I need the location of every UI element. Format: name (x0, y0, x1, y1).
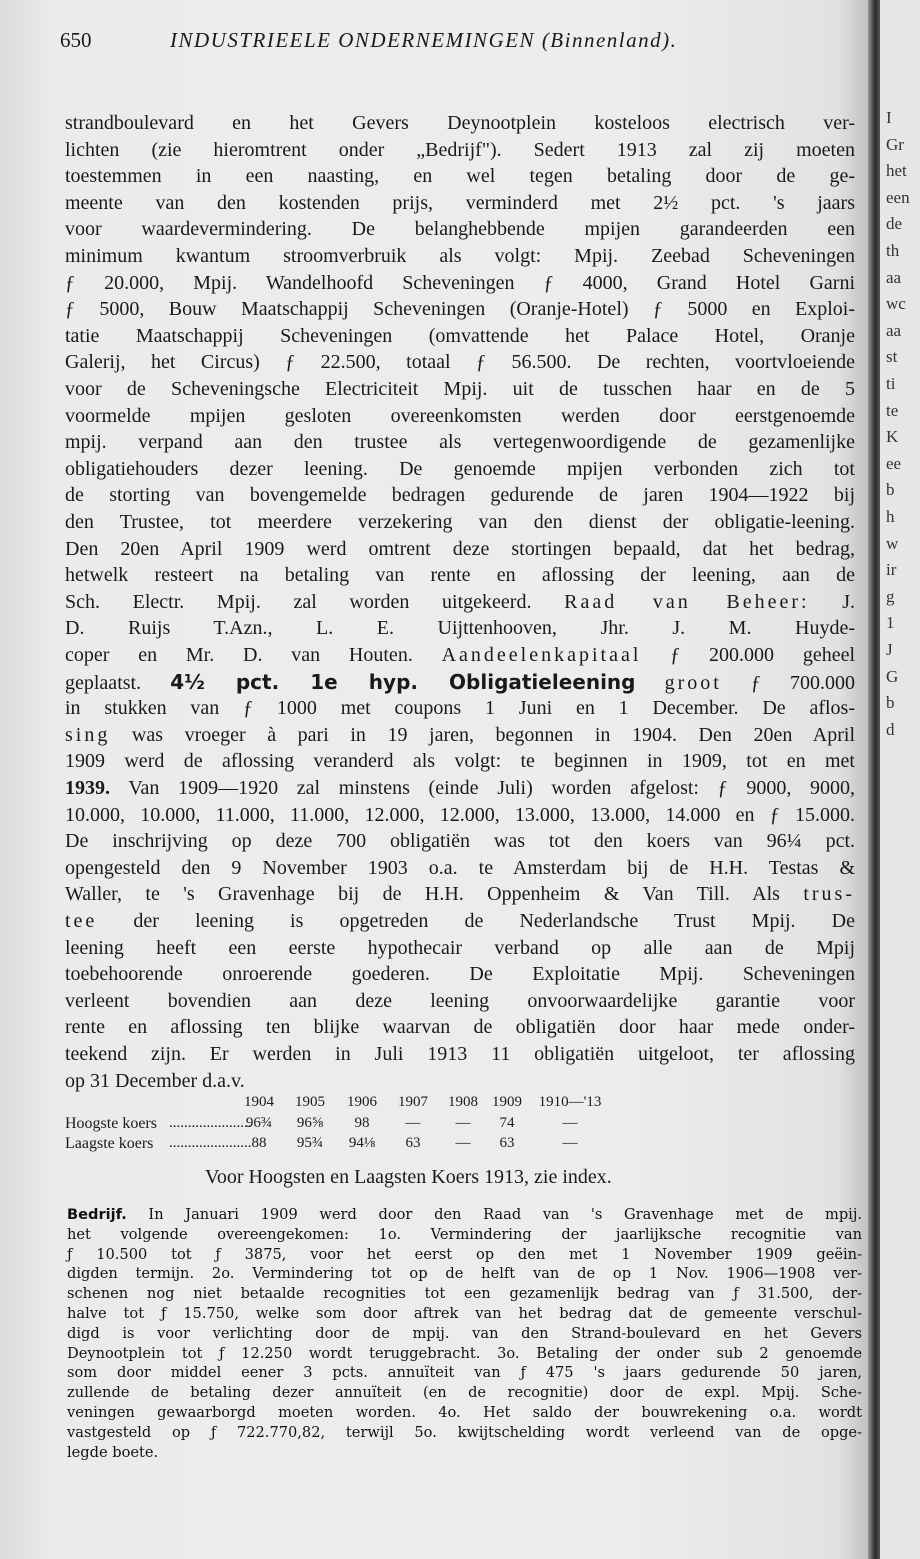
text-line (67, 1423, 862, 1442)
adjacent-page-fragment: th (886, 241, 900, 260)
text-segment: opengesteld den 9 November 1903 o.a. te Amsterdam bij de H.H. Testas & (65, 856, 855, 879)
text-line (65, 217, 855, 241)
text-line (65, 430, 855, 454)
table-row (65, 1135, 865, 1155)
text-segment: ƒ 20.000, Mpij. Wandelhoofd Scheveningen ƒ 4000, Grand Hotel Garni (65, 271, 855, 294)
text-segment: 1909 werd de aflossing veranderd als volgt: te beginnen in 1909, tot en met (65, 750, 855, 773)
bold-heading: 4½ pct. 1e hyp. Obligatieleening (170, 669, 636, 694)
text-line (65, 510, 855, 534)
year-header: 1908 (448, 1094, 478, 1110)
text-segment: mpij. verpand aan den trustee als vertegenwoordigende de gezamenlijke (65, 431, 855, 454)
text-segment: hetwelk resteert na betaling van rente en aflossing der leening, aan de (65, 564, 855, 587)
text-line (65, 803, 855, 827)
year-header: 1905 (295, 1094, 325, 1110)
text-segment: voor waardevermindering. De belanghebbende mpijen garandeerden een (65, 218, 855, 241)
book-gutter (868, 0, 880, 1559)
text-line (67, 1383, 862, 1402)
text-line (65, 350, 855, 374)
adjacent-page-fragment: Gr (886, 134, 904, 154)
text-line (65, 936, 855, 960)
koers-value: — (455, 1135, 471, 1151)
text-line (65, 1042, 855, 1066)
text-segment: verleent bovendien aan deze leening onvoorwaardelijke garantie voor (65, 989, 855, 1012)
text-segment: tatie Maatschappij Scheveningen (omvattende het Palace Hotel, Oranje (65, 324, 855, 347)
text-segment: meente van den kostenden prijs, verminderd met 2½ pct. 's jaars (65, 191, 855, 214)
adjacent-page-fragment: een (886, 187, 910, 207)
text-segment: digden termijn. 2o. Vermindering tot op de helft van de op 1 Nov. 1906—1908 ver- (67, 1265, 862, 1283)
text-line (65, 616, 855, 640)
text-line (65, 404, 855, 428)
koers-value: 94⅛ (348, 1135, 376, 1151)
text-segment: minimum kwantum stroomverbruik als volgt: Mpij. Zeebad Scheveningen (65, 245, 855, 267)
text-segment: in stukken van ƒ 1000 met coupons 1 Juni en 1 December. De aflos- (65, 697, 855, 720)
text-segment: op 31 December d.a.v. (65, 1069, 245, 1092)
text-segment: Aandeelenkapitaal (441, 644, 642, 666)
text-line (67, 1264, 862, 1283)
text-line (65, 856, 855, 880)
text-line (65, 989, 855, 1013)
adjacent-page-fragment: g (886, 586, 895, 606)
text-line (65, 457, 855, 481)
text-segment: Den 20en April 1909 werd omtrent deze stortingen bepaald, dat het bedrag, (65, 537, 855, 560)
text-segment: toebehoorende onroerende goederen. De Exploitatie Mpij. Scheveningen (65, 963, 855, 986)
adjacent-page-fragment: ee (886, 453, 902, 473)
text-line (65, 111, 855, 135)
adjacent-page-fragment: st (886, 347, 898, 367)
text-line (67, 1344, 862, 1363)
text-segment: halve tot ƒ 15.750, welke som door aftrek van het bedrag dat de gemeente verschul- (67, 1305, 862, 1322)
text-line (65, 590, 855, 614)
text-line (65, 297, 855, 321)
text-segment: ƒ 10.500 tot ƒ 3875, voor het eerst op den met 1 November 1909 geëin- (67, 1245, 862, 1263)
koers-value: 63 (405, 1135, 421, 1151)
adjacent-page-fragment: de (886, 214, 903, 234)
index-note-text: Voor Hoogsten en Laagsten Koers 1913, zie index. (205, 1166, 612, 1188)
page-number: 650 (60, 28, 92, 52)
text-line (65, 483, 855, 507)
text-segment: geplaatst. (65, 671, 171, 694)
year-header: 1904 (244, 1094, 274, 1110)
text-segment: Galerij, het Circus) ƒ 22.500, totaal ƒ 56.500. De rechten, voortvloeiende (65, 351, 855, 374)
text-segment: schenen nog niet betaalde recognities tot een gezamenlijk bedrag van ƒ 31.500, der- (67, 1285, 862, 1303)
text-line (65, 537, 855, 561)
text-line (65, 723, 855, 747)
dot-leader: ...................... (169, 1115, 252, 1131)
text-segment: D. Ruijs T.Azn., L. E. Uijttenhooven, Jhr. J. M. Huyde- (65, 617, 855, 640)
text-segment: digd is voor verlichting door de mpij. van den Strand-boulevard en het Gevers (67, 1324, 862, 1342)
koers-value: — (455, 1115, 471, 1131)
dot-leader: ...................... (169, 1135, 252, 1151)
adjacent-page-fragment: h (886, 507, 895, 526)
row-label: Hoogste koers (65, 1115, 157, 1132)
text-line (65, 1069, 855, 1093)
text-line (65, 829, 855, 853)
text-line (65, 670, 855, 695)
text-line (67, 1363, 862, 1382)
text-line (65, 696, 855, 720)
adjacent-page-fragment: I (886, 108, 892, 127)
text-segment: den Trustee, tot meerdere verzekering van den dienst der obligatie-leening. (65, 511, 855, 533)
text-line (65, 271, 855, 295)
text-segment: In Januari 1909 werd door den Raad van 's Gravenhage met de mpij. (126, 1206, 862, 1223)
text-segment: coper en Mr. D. van Houten. (65, 644, 442, 666)
text-segment: was vroeger à pari in 19 jaren, begonnen in 1904. Den 20en April (110, 723, 855, 746)
bold-heading: Bedrijf. (67, 1206, 127, 1223)
text-segment: J. (809, 590, 855, 613)
text-segment: voormelde mpijen gesloten overeenkomsten werden door eerstgenoemde (65, 404, 855, 427)
koers-value: 96⅝ (296, 1115, 324, 1131)
text-segment: voor de Scheveningsche Electriciteit Mpij. uit de tusschen haar en de 5 (65, 378, 855, 400)
row-label: Laagste koers (65, 1135, 154, 1152)
text-segment: zullende de betaling dezer annuïteit (en de recognitie) door de expl. Mpij. Sche- (67, 1384, 862, 1402)
text-line (65, 882, 855, 906)
text-segment: som door middel eener 3 pcts. annuïteit van ƒ 475 's jaars gedurende 50 jaren, (67, 1364, 862, 1382)
adjacent-page-fragment: aa (886, 320, 902, 340)
text-segment: groot (664, 671, 722, 694)
text-segment: Sch. Electr. Mpij. zal worden uitgekeerd. (65, 590, 565, 613)
text-segment: Deynootplein tot ƒ 12.250 wordt teruggebracht. 3o. Betaling der onder sub 2 genoemde (67, 1344, 862, 1362)
koers-value: 63 (499, 1135, 515, 1151)
text-line (67, 1225, 862, 1244)
text-segment: 10.000, 10.000, 11.000, 11.000, 12.000, 12.000, 13.000, 13.000, 14.000 en ƒ 15.000. (65, 803, 855, 826)
text-segment: leening heeft een eerste hypothecair verband op alle aan de Mpij (65, 936, 855, 959)
koers-value: 98 (354, 1115, 370, 1131)
text-line (65, 643, 855, 667)
year-header: 1906 (347, 1094, 377, 1110)
text-line (67, 1324, 862, 1343)
text-segment: toestemmen in een naasting, en wel tegen betaling door de ge- (65, 165, 855, 188)
text-segment: rente en aflossing ten blijke waarvan de obligatiën door haar mede onder- (65, 1016, 855, 1039)
year-header: 1907 (398, 1094, 428, 1110)
text-segment: obligatiehouders dezer leening. De genoemde mpijen verbonden zich tot (65, 457, 855, 480)
text-segment: ƒ 5000, Bouw Maatschappij Scheveningen (Oranje-Hotel) ƒ 5000 en Exploi- (65, 298, 855, 321)
text-line (67, 1284, 862, 1303)
adjacent-page-fragment: w (886, 533, 899, 553)
adjacent-page-fragment: b (886, 480, 895, 500)
adjacent-page-fragment: d (886, 719, 895, 739)
text-segment: Raad van Beheer: (564, 590, 810, 613)
adjacent-page-fragment: J (886, 640, 893, 659)
text-line (65, 164, 855, 188)
text-line (65, 776, 855, 800)
text-segment: lichten (zie hieromtrent onder „Bedrijf"). Sedert 1913 zal zij moeten (65, 138, 855, 161)
adjacent-page-fragment: K (886, 427, 899, 447)
text-line (65, 909, 855, 933)
text-segment: legde boete. (67, 1443, 159, 1461)
running-title: INDUSTRIEELE ONDERNEMINGEN (Binnenland). (170, 28, 678, 52)
text-segment: sing (65, 723, 111, 746)
text-line (65, 324, 855, 348)
text-segment: teekend zijn. Er werden in Juli 1913 11 obligatiën uitgeloot, ter aflossing (65, 1043, 855, 1065)
koers-value: 74 (499, 1115, 515, 1131)
text-line (65, 962, 855, 986)
text-segment: het volgende overeengekomen: 1o. Vermindering der jaarlijksche recognitie van (67, 1225, 862, 1243)
text-line (67, 1403, 862, 1422)
text-segment: trus- (803, 883, 855, 906)
text-line (65, 563, 855, 587)
table-header-row (65, 1094, 865, 1114)
text-segment: veningen gewaarborgd moeten worden. 4o. Het saldo der bouwrekening o.a. wordt (67, 1404, 862, 1421)
adjacent-page-fragment: het (886, 161, 907, 181)
text-line (67, 1443, 862, 1462)
adjacent-page-edge (880, 0, 920, 1559)
text-line (65, 138, 855, 162)
page-header (60, 28, 760, 56)
text-line (65, 244, 855, 268)
adjacent-page-fragment: ir (886, 560, 897, 580)
adjacent-page-fragment: 1 (886, 613, 895, 633)
adjacent-page-fragment: aa (886, 267, 902, 287)
adjacent-page-fragment: wc (886, 294, 906, 314)
text-segment: Van 1909—1920 zal minstens (einde Juli) worden afgelost: ƒ 9000, 9000, (110, 777, 855, 799)
koers-value: — (562, 1115, 578, 1131)
adjacent-page-fragment: G (886, 666, 899, 686)
table-row (65, 1115, 865, 1135)
adjacent-page-fragment: b (886, 693, 895, 713)
text-segment: De inschrijving op deze 700 obligatiën was tot den koers van 96¼ pct. (65, 830, 855, 853)
text-segment: tee (65, 910, 98, 932)
adjacent-page-fragment: ti (886, 374, 896, 393)
text-segment: ƒ 200.000 geheel (641, 644, 855, 666)
text-segment (636, 672, 665, 694)
year-header: 1909 (492, 1094, 522, 1110)
text-segment: vastgesteld op ƒ 722.770,82, terwijl 5o. kwijtschelding wordt verleend van de opge- (67, 1423, 862, 1441)
text-line (67, 1245, 862, 1264)
koers-value: 96¾ (245, 1115, 273, 1131)
koers-value: 95¾ (296, 1135, 324, 1151)
koers-value: — (562, 1135, 578, 1151)
text-segment: ƒ 700.000 (721, 671, 855, 694)
text-line (67, 1304, 862, 1323)
text-line (67, 1205, 862, 1224)
adjacent-page-fragment: te (886, 400, 899, 420)
text-line (65, 377, 855, 401)
koers-value: — (405, 1115, 421, 1131)
text-line (65, 749, 855, 773)
text-segment: Waller, te 's Gravenhage bij de H.H. Oppenheim & Van Till. Als (65, 883, 804, 906)
text-segment: strandboulevard en het Gevers Deynootplein kosteloos electrisch ver- (65, 112, 855, 134)
year-header: 1910—'13 (538, 1094, 602, 1110)
text-line (65, 191, 855, 215)
text-segment: de storting van bovengemelde bedragen gedurende de jaren 1904—1922 bij (65, 484, 855, 507)
text-segment: 1939. (65, 777, 110, 799)
text-line (65, 1015, 855, 1039)
text-segment: der leening is opgetreden de Nederlandsche Trust Mpij. De (97, 910, 855, 932)
koers-value: 88 (251, 1135, 267, 1151)
